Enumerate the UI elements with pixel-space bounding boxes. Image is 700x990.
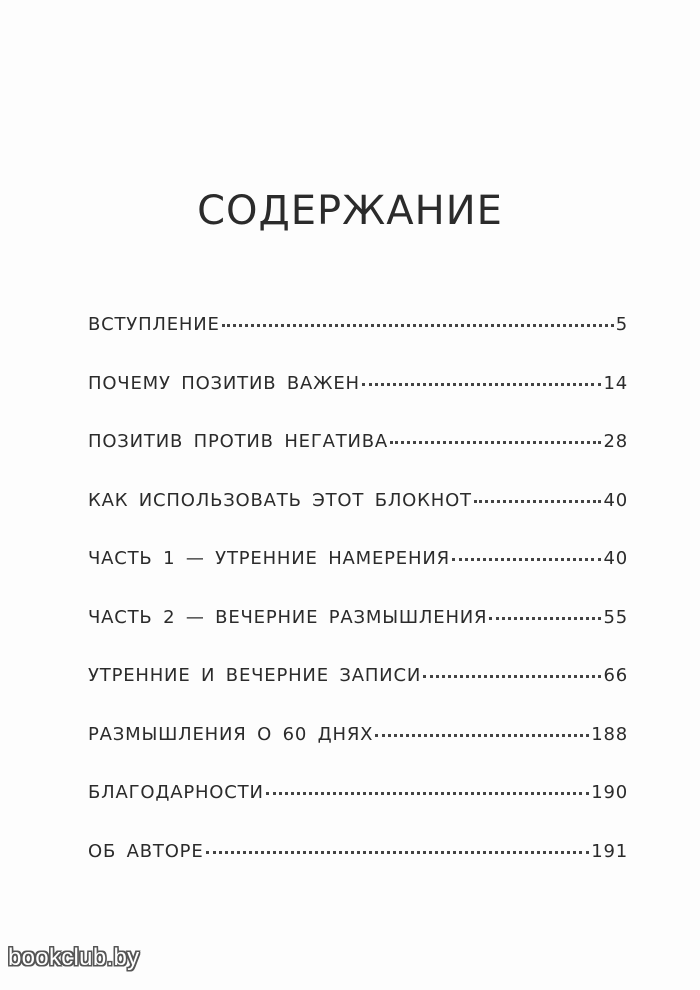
toc-entry-title: ОБ АВТОРЕ <box>88 840 204 862</box>
toc-entry-title: ВСТУПЛЕНИЕ <box>88 314 220 335</box>
toc-entry-page: 40 <box>603 548 628 569</box>
toc-entry-title: ПОЧЕМУ ПОЗИТИВ ВАЖЕН <box>88 372 360 394</box>
toc-entry-page: 188 <box>591 723 628 745</box>
dot-leader <box>452 558 602 561</box>
toc-entry <box>88 314 628 373</box>
toc-entry <box>88 373 628 432</box>
dot-leader <box>390 441 601 444</box>
page-title: СОДЕРЖАНИЕ <box>197 188 503 234</box>
toc-entry-page: 5 <box>615 314 628 335</box>
toc-entry-title: УТРЕННИЕ И ВЕЧЕРНИЕ ЗАПИСИ <box>88 665 422 686</box>
toc-entry <box>88 782 628 841</box>
toc-entry <box>88 607 628 666</box>
toc-entry-page: 190 <box>591 782 628 803</box>
dot-leader <box>375 734 589 737</box>
dot-leader <box>362 383 602 386</box>
toc-entry-title: БЛАГОДАРНОСТИ <box>88 782 264 803</box>
dot-leader <box>206 851 590 854</box>
toc-entry-page: 66 <box>603 665 628 686</box>
dot-leader <box>423 675 601 678</box>
table-of-contents <box>88 314 628 899</box>
toc-entry-page: 40 <box>603 489 628 511</box>
toc-entry <box>88 841 628 900</box>
toc-entry-title: ЧАСТЬ 1 — УТРЕННИЕ НАМЕРЕНИЯ <box>88 548 450 569</box>
dot-leader <box>222 324 614 327</box>
toc-entry <box>88 490 628 549</box>
toc-entry-page: 28 <box>603 431 628 452</box>
toc-entry-title: КАК ИСПОЛЬЗОВАТЬ ЭТОТ БЛОКНОТ <box>88 489 472 511</box>
dot-leader <box>266 792 590 795</box>
toc-entry-page: 14 <box>603 372 628 394</box>
toc-entry <box>88 665 628 724</box>
toc-entry-page: 55 <box>603 606 628 628</box>
toc-entry-title: ЧАСТЬ 2 — ВЕЧЕРНИЕ РАЗМЫШЛЕНИЯ <box>88 606 488 628</box>
toc-entry <box>88 431 628 490</box>
watermark: bookclub.by <box>8 944 140 971</box>
toc-entry-title: ПОЗИТИВ ПРОТИВ НЕГАТИВА <box>88 431 389 452</box>
toc-entry <box>88 724 628 783</box>
dot-leader <box>489 617 601 620</box>
dot-leader <box>474 500 602 503</box>
toc-entry-page: 191 <box>591 840 628 862</box>
toc-entry-title: РАЗМЫШЛЕНИЯ О 60 ДНЯХ <box>88 723 374 745</box>
toc-entry <box>88 548 628 607</box>
